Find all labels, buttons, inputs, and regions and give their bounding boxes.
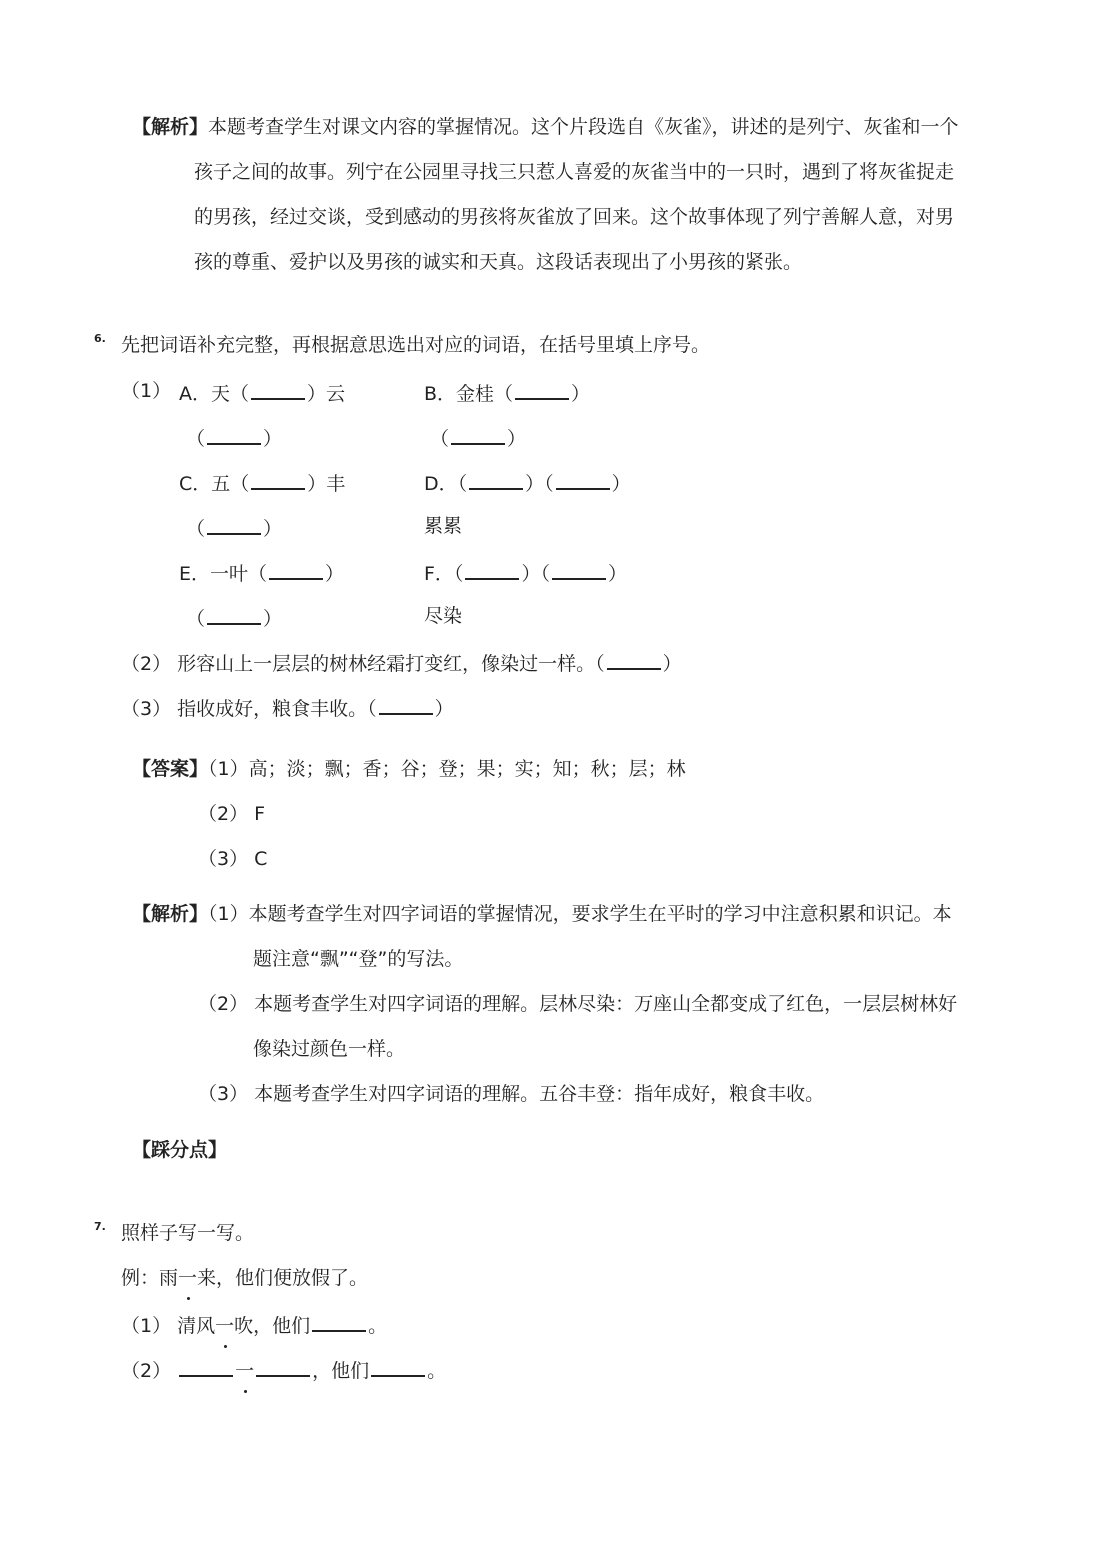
- blank[interactable]: [371, 1355, 425, 1377]
- option-d-line2: 累累: [424, 515, 463, 537]
- option-c: C．五（ ）丰: [179, 468, 345, 497]
- sentence-1: （1） 清风一吹，他们 。: [121, 1310, 387, 1339]
- blank[interactable]: [552, 558, 606, 580]
- analysis-line-3: 的男孩，经过交谈，受到感动的男孩将灰雀放了回来。这个故事体现了列宁善解人意，对男: [194, 206, 955, 228]
- analysis-line-2: 孩子之间的故事。列宁在公园里寻找三只惹人喜爱的灰雀当中的一只时，遇到了将灰雀捉走: [194, 161, 955, 183]
- question-6-prompt: 先把词语补充完整，再根据意思选出对应的词语，在括号里填上序号。: [121, 334, 711, 356]
- blank[interactable]: [251, 468, 305, 490]
- option-a: A．天（ ）云: [179, 378, 345, 407]
- analysis-line-1: 【解析】本题考查学生对课文内容的掌握情况。这个片段选自《灰雀》，讲述的是列宁、灰雀和一个: [132, 116, 959, 138]
- blank[interactable]: [469, 468, 523, 490]
- blank[interactable]: [207, 513, 261, 535]
- blank[interactable]: [207, 603, 261, 625]
- analysis-tag: 【解析】: [132, 116, 209, 138]
- option-e: E．一叶（ ）: [179, 558, 344, 587]
- part-2: （2） 形容山上一层层的树林经霜打变红，像染过一样。（ ）: [121, 648, 682, 677]
- option-b: B．金桂（ ）: [424, 378, 590, 407]
- emphasis-char: 一: [235, 1360, 255, 1382]
- blank[interactable]: [515, 378, 569, 400]
- blank[interactable]: [607, 648, 661, 670]
- q6-analysis-line-2: 题注意“飘”“登”的写法。: [253, 948, 464, 970]
- option-d: D．（ ）（ ）: [424, 468, 631, 497]
- blank[interactable]: [256, 1355, 310, 1377]
- answer-line-1: 【答案】（1）高；淡；飘；香；谷；登；果；实；知；秋；层；林: [132, 758, 686, 780]
- scoring-points-tag: 【踩分点】: [132, 1139, 228, 1161]
- analysis-line-4: 孩的尊重、爱护以及男孩的诚实和天真。这段话表现出了小男孩的紧张。: [194, 251, 803, 273]
- option-a-index: （ ）: [186, 423, 282, 452]
- blank[interactable]: [179, 1355, 233, 1377]
- example-sentence: 例：雨一来，他们便放假了。: [121, 1267, 369, 1289]
- q6-analysis-line-4: 像染过颜色一样。: [253, 1038, 406, 1060]
- question-7-prompt: 照样子写一写。: [121, 1222, 255, 1244]
- part-1-label: （1）: [121, 380, 172, 402]
- option-b-index: （ ）: [430, 423, 526, 452]
- blank[interactable]: [451, 423, 505, 445]
- option-f: F．（ ）（ ）: [424, 558, 627, 587]
- blank[interactable]: [379, 693, 433, 715]
- blank[interactable]: [207, 423, 261, 445]
- blank[interactable]: [556, 468, 610, 490]
- q6-analysis-line-5: （3） 本题考查学生对四字词语的理解。五谷丰登：指年成好，粮食丰收。: [198, 1083, 825, 1105]
- option-e-index: （ ）: [186, 603, 282, 632]
- emphasis-char: 一: [215, 1315, 235, 1337]
- emphasis-char: 一: [178, 1267, 198, 1289]
- analysis-tag: 【解析】: [132, 903, 209, 925]
- q6-analysis-line-1: 【解析】（1）本题考查学生对四字词语的掌握情况，要求学生在平时的学习中注意积累和识记。本: [132, 903, 952, 925]
- part-3: （3） 指收成好，粮食丰收。（ ）: [121, 693, 454, 722]
- question-number-7: 7.: [94, 1220, 106, 1233]
- answer-tag: 【答案】: [132, 758, 209, 780]
- q6-analysis-line-3: （2） 本题考查学生对四字词语的理解。层林尽染：万座山全都变成了红色，一层层树林好: [198, 993, 958, 1015]
- blank[interactable]: [465, 558, 519, 580]
- option-f-line2: 尽染: [424, 605, 463, 627]
- question-number-6: 6.: [94, 332, 106, 345]
- blank[interactable]: [251, 378, 305, 400]
- option-c-index: （ ）: [186, 513, 282, 542]
- blank[interactable]: [269, 558, 323, 580]
- blank[interactable]: [312, 1310, 366, 1332]
- answer-line-2: （2） F: [198, 803, 266, 825]
- sentence-2: （2） 一 ，他们 。: [121, 1355, 446, 1384]
- answer-line-3: （3） C: [198, 848, 268, 870]
